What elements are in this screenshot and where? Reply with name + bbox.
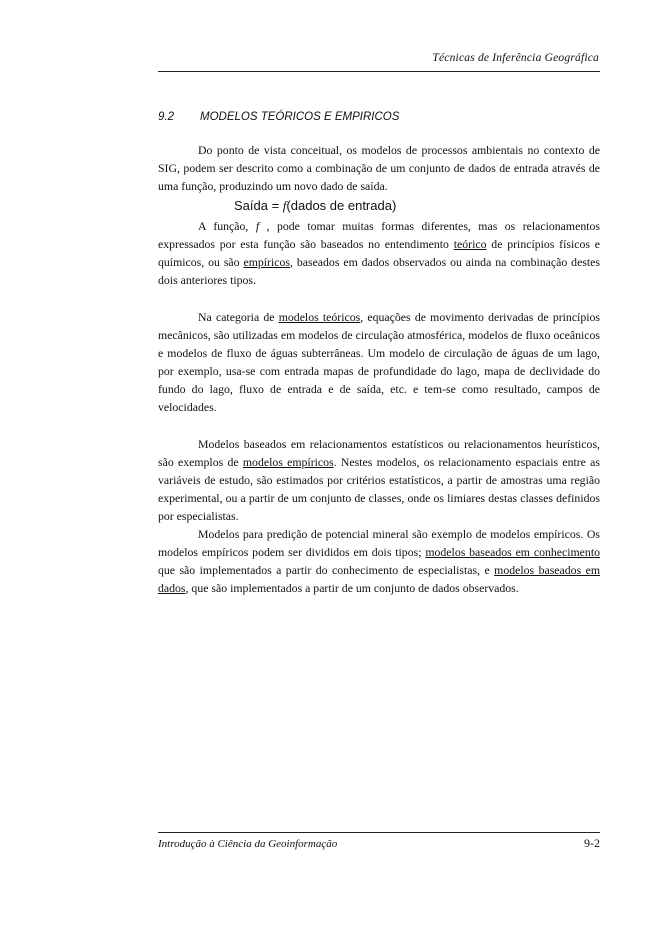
section-heading — [158, 111, 600, 123]
paragraph-2 — [158, 217, 600, 289]
p3-text-a: Na categoria de — [198, 310, 279, 324]
section-number: 9.2 — [158, 111, 174, 123]
p2-text-d: , baseados em dados observados ou ainda na combinação destes dois anteriores tipos. — [158, 255, 600, 287]
footer-rule — [158, 832, 600, 833]
page-number: 9-2 — [584, 836, 600, 850]
section-title: MODELOS TEÓRICOS E EMPIRICOS — [200, 111, 400, 123]
p2-text-c: de princípios físicos e químicos, ou são — [158, 237, 600, 269]
paragraph-3 — [158, 308, 600, 416]
formula-function: f — [282, 198, 287, 213]
p2-text-b: , pode tomar muitas formas diferentes, mas os relacionamentos expressados por esta função são baseados no entendimento — [158, 219, 600, 251]
p2-term-empiricos: empíricos — [243, 255, 290, 269]
p2-term-teorico: teórico — [453, 237, 487, 251]
formula — [158, 195, 600, 217]
p5-text-c: , que são implementados a partir de um conjunto de dados observados. — [185, 581, 519, 595]
paragraph-1: Do ponto de vista conceitual, os modelos de processos ambientais no contexto de SIG, podem ser descrito como a combinação de um conjunto de dados de entrada através de uma função, produzindo um novo dado de saída. — [158, 143, 600, 193]
p2-function-symbol: f — [255, 219, 260, 233]
paragraph-5 — [158, 525, 600, 597]
p5-term-conhecimento: modelos baseados em conhecimento — [425, 545, 600, 559]
running-footer: Introdução à Ciência da Geoinformação — [158, 838, 338, 850]
p3-text-b: , equações de movimento derivadas de princípios mecânicos, são utilizadas em modelos de circulação atmosférica, modelos de fluxo oceânicos e modelos de fluxo de águas subterrâneas. Um modelo de circulação de águas de um lago, por exemplo, usa-se com entrada mapas de profundidade do lago, mapa de declividade do fundo do lago, fluxo de entrada e de saída, etc. e tem-se como resultado, campos de velocidades. — [158, 310, 601, 414]
p4-text-b: . Nestes modelos, os relacionamento espaciais entre as variáveis de estudo, são estimados por critérios estatísticos, a partir de amostras uma região experimental, ou a partir de um conjunto de classes, onde os limiares destas classes definidos por especialistas. — [158, 455, 601, 523]
p5-text-a: Modelos para predição de potencial mineral são exemplo de modelos empíricos. Os modelos empíricos podem ser divididos em dois tipos; — [158, 527, 600, 559]
formula-rhs: (dados de entrada) — [286, 198, 397, 213]
p5-term-dados: modelos baseados em dados — [158, 563, 601, 595]
formula-lhs: Saída = — [234, 198, 283, 213]
p2-text-a: A função, — [198, 219, 256, 233]
body-text — [158, 141, 600, 597]
paragraph-4 — [158, 435, 600, 525]
p3-term-modelos-teoricos: modelos teóricos — [278, 310, 361, 324]
header-rule — [158, 71, 600, 72]
p4-term-modelos-empiricos: modelos empíricos — [242, 455, 334, 469]
p5-text-b: que são implementados a partir do conhecimento de especialistas, e — [158, 563, 495, 577]
running-header: Técnicas de Inferência Geográfica — [432, 52, 599, 64]
p4-text-a: Modelos baseados em relacionamentos estatísticos ou relacionamentos heurísticos, são exemplos de — [158, 437, 600, 469]
